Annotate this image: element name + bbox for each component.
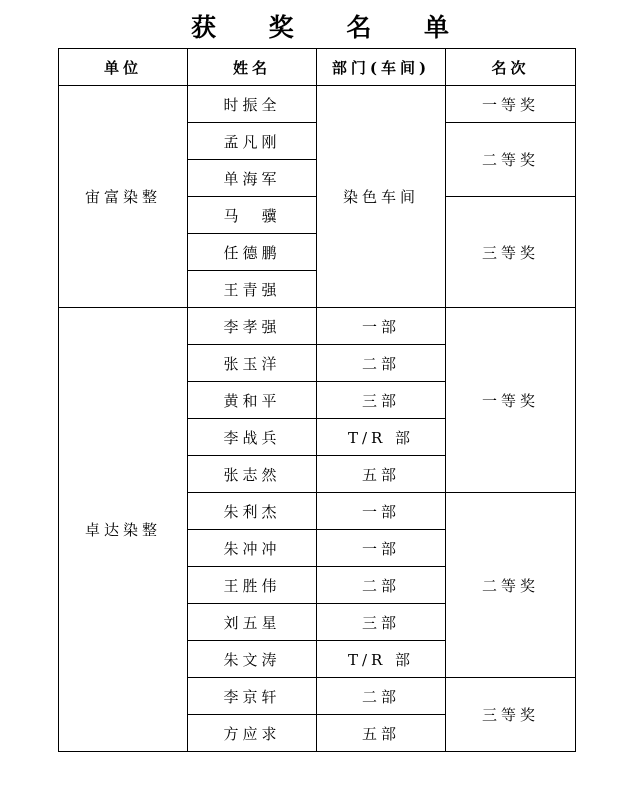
department-cell: 二部 [317, 567, 446, 604]
name-cell: 刘五星 [188, 604, 317, 641]
rank-cell: 二等奖 [446, 493, 576, 678]
rank-cell: 一等奖 [446, 86, 576, 123]
name-cell: 李京轩 [188, 678, 317, 715]
name-cell: 李孝强 [188, 308, 317, 345]
department-cell: T/R 部 [317, 419, 446, 456]
unit-cell: 宙富染整 [59, 86, 188, 308]
name-cell: 王胜伟 [188, 567, 317, 604]
award-table [58, 48, 576, 752]
document-title: 获 奖 名 单 [190, 13, 472, 42]
name-cell: 王青强 [188, 271, 317, 308]
rank-cell: 三等奖 [446, 197, 576, 308]
header-unit: 单位 [59, 49, 188, 86]
department-cell: 二部 [317, 345, 446, 382]
name-cell: 张玉洋 [188, 345, 317, 382]
name-cell: 孟凡刚 [188, 123, 317, 160]
department-cell: 一部 [317, 493, 446, 530]
name-cell: 李战兵 [188, 419, 317, 456]
name-cell: 时振全 [188, 86, 317, 123]
rank-cell: 二等奖 [446, 123, 576, 197]
department-cell: 一部 [317, 530, 446, 567]
name-cell: 张志然 [188, 456, 317, 493]
rank-cell: 一等奖 [446, 308, 576, 493]
table-header-row [59, 49, 576, 86]
department-cell: 一部 [317, 308, 446, 345]
header-rank: 名次 [446, 49, 576, 86]
name-cell: 单海军 [188, 160, 317, 197]
department-cell: 三部 [317, 382, 446, 419]
rank-cell: 三等奖 [446, 678, 576, 752]
name-cell: 黄和平 [188, 382, 317, 419]
name-cell: 方应求 [188, 715, 317, 752]
department-cell: 五部 [317, 715, 446, 752]
table-row [59, 86, 576, 123]
department-cell: 染色车间 [317, 86, 446, 308]
department-cell: T/R 部 [317, 641, 446, 678]
department-cell: 二部 [317, 678, 446, 715]
header-name: 姓名 [188, 49, 317, 86]
name-cell: 朱文涛 [188, 641, 317, 678]
department-cell: 五部 [317, 456, 446, 493]
name-cell: 马 骥 [188, 197, 317, 234]
header-department: 部门(车间) [317, 49, 446, 86]
department-cell: 三部 [317, 604, 446, 641]
name-cell: 任德鹏 [188, 234, 317, 271]
unit-cell: 卓达染整 [59, 308, 188, 752]
name-cell: 朱利杰 [188, 493, 317, 530]
table-row [59, 308, 576, 345]
name-cell: 朱冲冲 [188, 530, 317, 567]
